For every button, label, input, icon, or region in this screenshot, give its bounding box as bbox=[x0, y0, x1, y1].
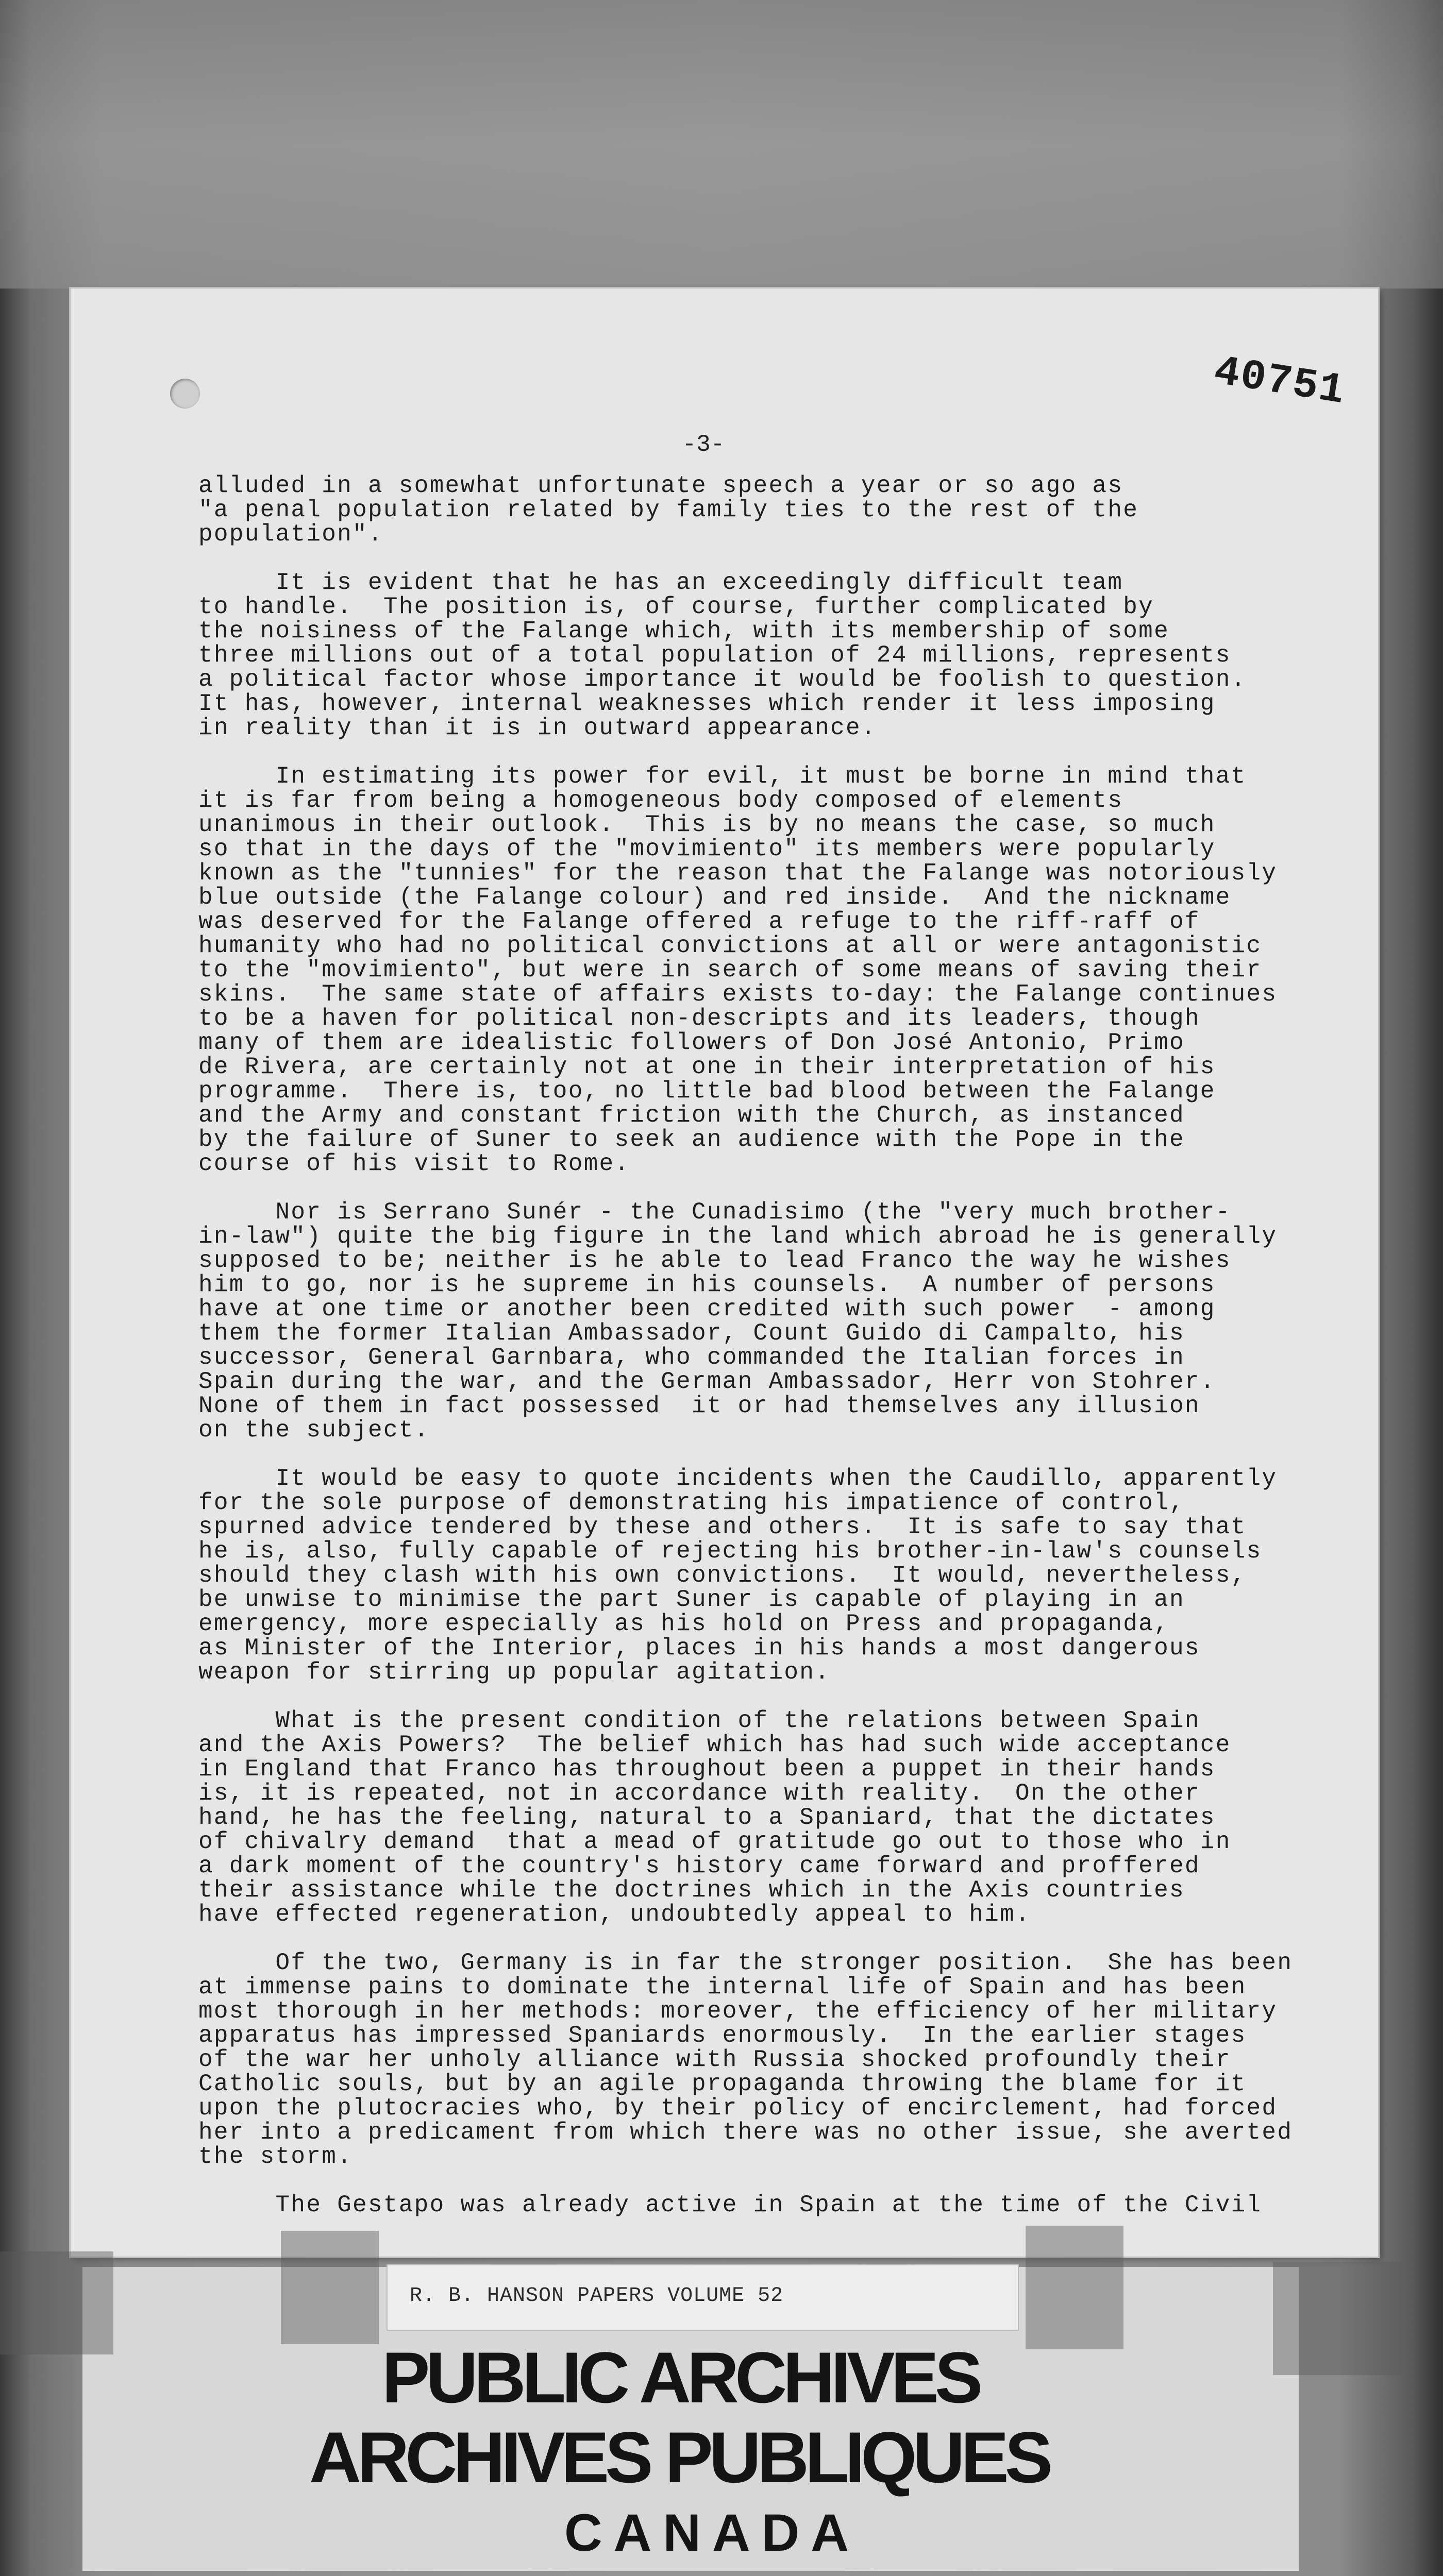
paragraph: The Gestapo was already active in Spain at the time of the Civil bbox=[198, 2192, 1262, 2218]
tape-strip bbox=[0, 2251, 113, 2354]
paragraph: It is evident that he has an exceedingly difficult team to handle. The position is, of course, further complicated by the noisiness of the Falange which, with its membership of some three millions out of a total population of 24 millions, represents a political factor whose importance it would be foolish to question. It has, however, internal weaknesses which render it less imposing in reality than it is in outward appearance. bbox=[198, 569, 1247, 741]
paragraph: It would be easy to quote incidents when the Caudillo, apparently for the sole purpose of demonstrating his impatience of control, spurned advice tendered by these and others. It is safe to say that he is, also, fully capable of rejecting his brother-in-law's counsels should they clash with his own convictions. It would, nevertheless, be unwise to minimise the part Suner is capable of playing in an emergency, more especially as his hold on Press and propaganda, as Minister of the Interior, places in his hands a most dangerous weapon for stirring up popular agitation. bbox=[198, 1465, 1278, 1686]
tape-strip bbox=[1273, 2262, 1402, 2375]
tape-strip bbox=[1026, 2226, 1123, 2349]
archive-title-french: ARCHIVES PUBLIQUES bbox=[309, 2417, 1049, 2498]
paragraph: Nor is Serrano Sunér - the Cunadisimo (the "very much brother- in-law") quite the big figure in the land which abroad he is generally supposed to be; neither is he able to lead Franco the way he wishes him to go, nor is he supreme in his counsels. A number of persons have at one time or another been credited with such power - among them the former Italian Ambassador, Count Guido di Campalto, his successor, General Garnbara, who commanded the Italian forces in Spain during the war, and the German Ambassador, Herr von Stohrer. None of them in fact possessed it or had themselves any illusion on the subject. bbox=[198, 1199, 1278, 1444]
document-body bbox=[198, 474, 1358, 2217]
punch-hole bbox=[170, 379, 200, 409]
microfilm-background bbox=[0, 0, 1443, 289]
archive-title-english: PUBLIC ARCHIVES bbox=[382, 2337, 979, 2418]
paragraph: What is the present condition of the relations between Spain and the Axis Powers? The belief which has had such wide acceptance in England that Franco has throughout been a puppet in their hands is, it is repeated, not in accordance with reality. On the other hand, he has the feeling, natural to a Spaniard, that the dictates of chivalry demand that a mead of gratitude go out to those who in a dark moment of the country's history came forward and proffered their assistance while the doctrines which in the Axis countries have effected regeneration, undoubtedly appeal to him. bbox=[198, 1707, 1231, 1928]
volume-label-text: R. B. HANSON PAPERS VOLUME 52 bbox=[410, 2284, 784, 2308]
tape-strip bbox=[281, 2231, 379, 2344]
paragraph: alluded in a somewhat unfortunate speech a year or so ago as "a penal population related by family ties to the rest of the population". bbox=[198, 472, 1139, 548]
archive-country: CANADA bbox=[564, 2503, 860, 2562]
page-number: -3- bbox=[682, 431, 725, 458]
document-stamp-number: 40751 bbox=[1211, 347, 1349, 416]
paragraph: In estimating its power for evil, it must be borne in mind that it is far from being a homogeneous body composed of elements unanimous in their outlook. This is by no means the case, so much so that in the days of the "movimiento" its members were popularly known as the "tunnies" for the reason that the Falange was notoriously blue outside (the Falange colour) and red inside. And the nickname was deserved for the Falange offered a refuge to the riff-raff of humanity who had no political convictions at all or were antagonistic to the "movimiento", but were in search of some means of saving their skins. The same state of affairs exists to-day: the Falange continues to be a haven for political non-descripts and its leaders, though many of them are idealistic followers of Don José Antonio, Primo de Rivera, are certainly not at one in their interpretation of his programme. There is, too, no little bad blood between the Falange and the Army and constant friction with the Church, as instanced by the failure of Suner to seek an audience with the Pope in the course of his visit to Rome. bbox=[198, 763, 1278, 1177]
paragraph: Of the two, Germany is in far the stronger position. She has been at immense pains to dominate the internal life of Spain and has been most thorough in her methods: moreover, the efficiency of her military apparatus has impressed Spaniards enormously. In the earlier stages of the war her unholy alliance with Russia shocked profoundly their Catholic souls, but by an agile propaganda throwing the blame for it upon the plutocracies who, by their policy of encirclement, had forced her into a predicament from which there was no other issue, she averted the storm. bbox=[198, 1950, 1293, 2170]
